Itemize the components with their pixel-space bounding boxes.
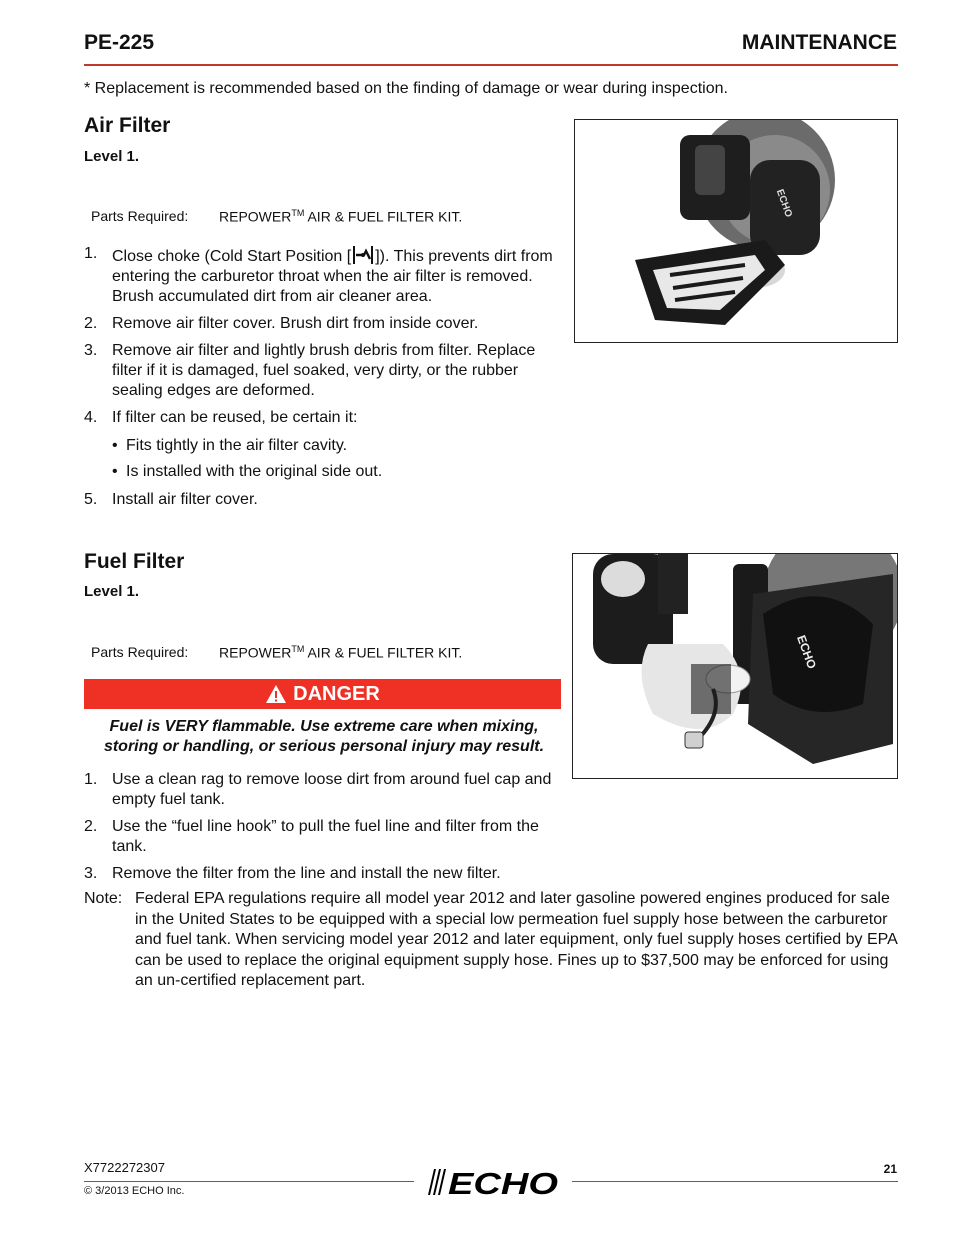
list-item: 4. If filter can be reused, be certain it: • Fits tightly in the air filter cavity. • Is installed with the original side out. (84, 408, 564, 482)
danger-label: DANGER (293, 682, 380, 705)
air-filter-photo (574, 119, 898, 343)
air-filter-steps (84, 244, 564, 517)
section-title: MAINTENANCE (741, 31, 897, 54)
fuel-filter-steps (84, 770, 554, 891)
air-filter-parts-required (91, 208, 561, 226)
list-item: 2. Use the “fuel line hook” to pull the fuel line and filter from the tank. (84, 818, 539, 855)
echo-logo (420, 1165, 570, 1199)
parts-required-value: REPOWER™ AIR & FUEL FILTER KIT. (219, 208, 463, 225)
document-code: X7722272307 (84, 1160, 165, 1175)
fuel-filter-heading: Fuel Filter (84, 550, 185, 573)
svg-text:ECHO: ECHO (773, 187, 794, 219)
epa-note (84, 889, 904, 992)
list-item: 2. Remove air filter cover. Brush dirt from inside cover. (84, 315, 479, 332)
footer-divider-right (572, 1181, 898, 1182)
fuel-filter-photo (572, 553, 898, 779)
danger-message: Fuel is VERY flammable. Use extreme care when mixing, storing or handling, or serious personal injury may result. (103, 718, 545, 755)
list-item: 3. Remove the filter from the line and install the new filter. (84, 865, 501, 882)
list-item: 1. Close choke (Cold Start Position [ ]). This prevents dirt from entering the carburetor throat when the air filter is removed. Brush accumulated dirt from air cleaner area. (84, 245, 553, 305)
fuel-filter-level: Level 1. (84, 583, 140, 600)
svg-text:ECHO: ECHO (448, 1166, 558, 1199)
header-divider (84, 64, 898, 66)
warning-triangle-icon (265, 684, 287, 704)
danger-banner (84, 679, 561, 709)
air-filter-level: Level 1. (84, 148, 140, 165)
list-item: 5. Install air filter cover. (84, 491, 258, 508)
document-model: PE-225 (84, 31, 155, 54)
copyright: © 3/2013 ECHO Inc. (84, 1185, 185, 1197)
parts-required-value: REPOWER™ AIR & FUEL FILTER KIT. (219, 644, 463, 661)
parts-required-label: Parts Required: (91, 644, 189, 660)
list-item: • Fits tightly in the air filter cavity. (112, 436, 564, 456)
parts-required-label: Parts Required: (91, 208, 189, 224)
note-label: Note: (84, 890, 123, 907)
list-item: • Is installed with the original side out. (112, 462, 564, 482)
list-item: 1. Use a clean rag to remove loose dirt from around fuel cap and empty fuel tank. (84, 771, 552, 808)
list-item: 3. Remove air filter and lightly brush debris from filter. Replace filter if it is damaged, fuel soaked, very dirty, or the rubber sealing edges are deformed. (84, 342, 536, 399)
note-text: Federal EPA regulations require all model year 2012 and later gasoline powered engines produced for sale in the United States to be equipped with a special low permeation fuel supply hose between the carburetor and fuel tank. When servicing model year 2012 and later equipment, only fuel supply hoses certified by EPA can be used to replace the original equipment supply hose. Fines up to $37,500 may be enforced for using an un-certified replacement part. (135, 890, 897, 989)
choke-cold-start-icon (352, 244, 374, 266)
fuel-filter-parts-required (91, 644, 561, 662)
page-number: 21 (883, 1162, 897, 1176)
footer-divider-left (84, 1181, 414, 1182)
filter-check-bullets (112, 436, 564, 482)
air-filter-heading: Air Filter (84, 114, 171, 137)
replacement-note: * Replacement is recommended based on the finding of damage or wear during inspection. (84, 80, 728, 97)
svg-text:ECHO: ECHO (794, 633, 820, 671)
